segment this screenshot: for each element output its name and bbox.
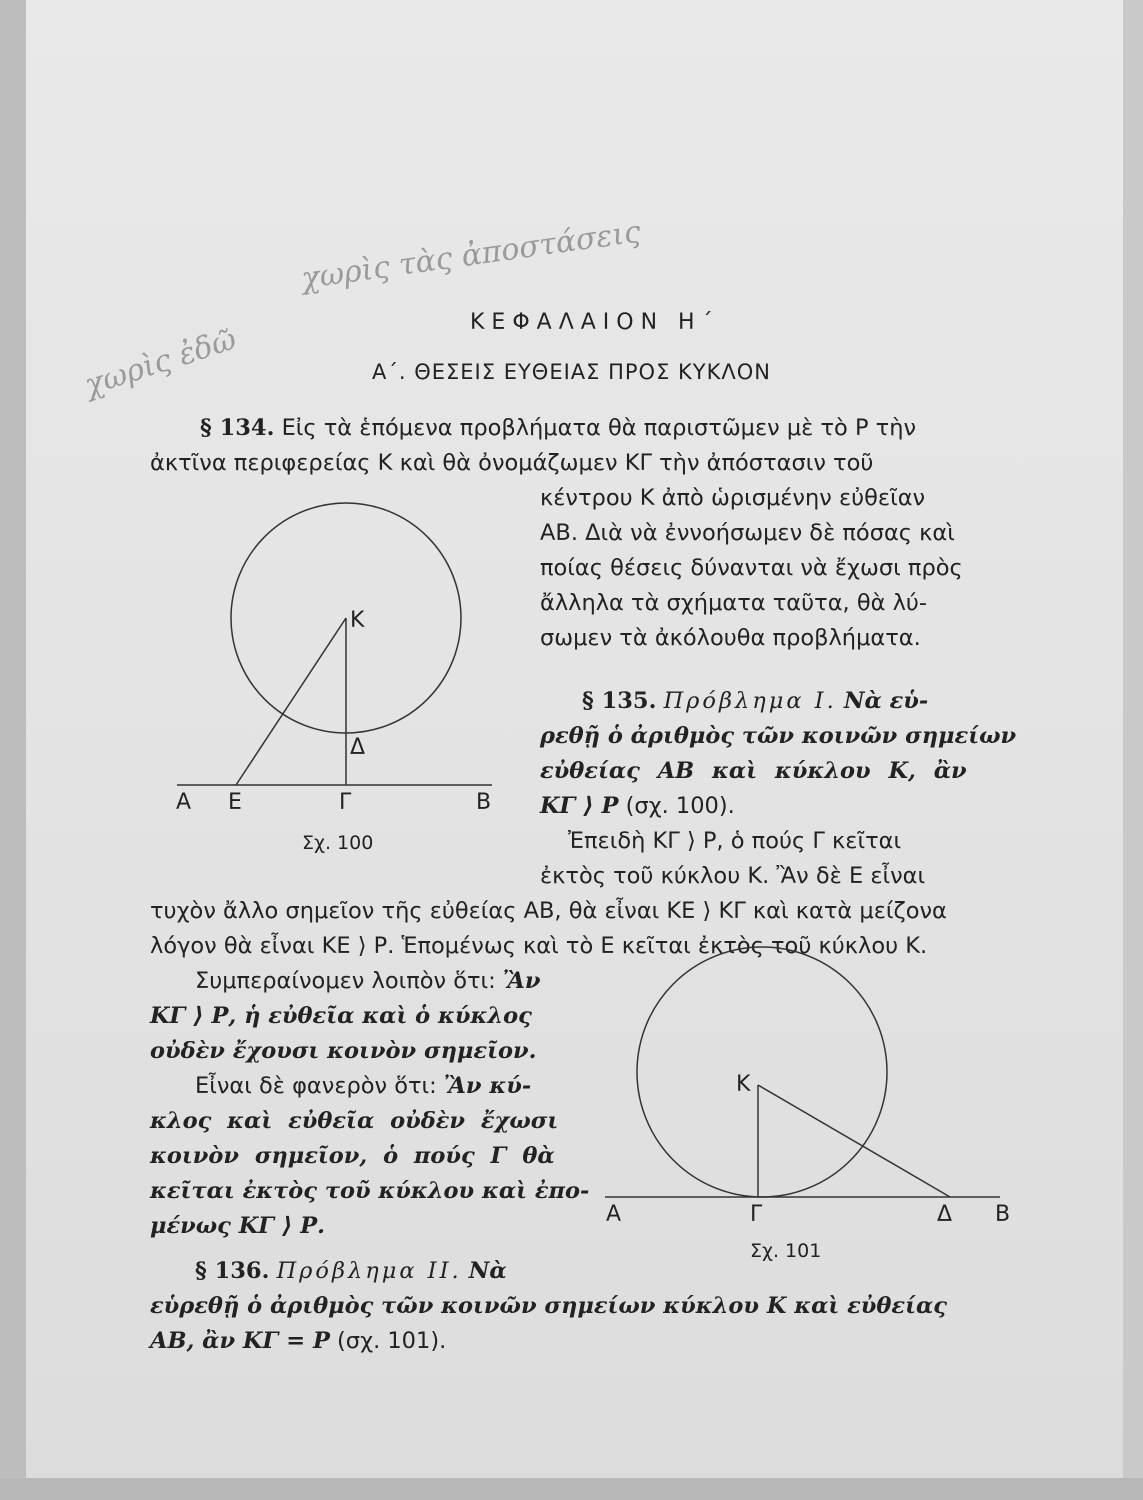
- conclusion-intro: Συμπεραίνομεν λοιπὸν ὅτι:: [195, 968, 496, 994]
- fig101-segment-kd: [758, 1085, 950, 1197]
- p134-line-4: ΑΒ. Διὰ νὰ ἐννοήσωμεν δὲ πόσας καὶ: [540, 520, 955, 546]
- handwritten-note-left: χωρὶς ἐδῶ: [80, 321, 241, 404]
- p136-statement-1: Νὰ: [468, 1258, 507, 1284]
- figure-101: [605, 947, 1000, 1197]
- p135-statement-1: Νὰ εὑ-: [843, 688, 929, 714]
- p134-line-7: σωμεν τὰ ἀκόλουθα προβλήματα.: [540, 625, 921, 651]
- fig101-label-k: Κ: [736, 1072, 751, 1097]
- p136-title: Πρόβλημα II.: [276, 1258, 462, 1284]
- fig101-label-g: Γ: [750, 1202, 763, 1227]
- p135-line-5: Ἐπειδὴ ΚΓ ⟩ Ρ, ὁ πούς Γ κεῖται: [568, 828, 902, 854]
- fig101-label-d: Δ: [937, 1202, 953, 1227]
- handwritten-note-top: χωρὶς τὰς ἀποστάσεις: [299, 214, 643, 297]
- p134-number: § 134.: [200, 415, 275, 441]
- chapter-title: ΚΕΦΑΛΑΙΟΝ Η΄: [470, 310, 720, 335]
- p136-statement-2: εὑρεθῇ ὁ ἀριθμὸς τῶν κοινῶν σημείων κύκλου Κ καὶ εὐθείας: [150, 1293, 947, 1319]
- section-title: Α΄. ΘΕΣΕΙΣ ΕΥΘΕΙΑΣ ΠΡΟΣ ΚΥΚΛΟΝ: [372, 360, 771, 384]
- p135-condition: ΚΓ ⟩ Ρ: [540, 793, 619, 819]
- p134-text-1: Εἰς τὰ ἑπόμενα προβλήματα θὰ παριστῶμεν μὲ τὸ Ρ τὴν: [281, 415, 917, 441]
- conclusion-line-3: οὐδὲν ἔχουσι κοινὸν σημεῖον.: [150, 1038, 537, 1064]
- p135-statement-2: ρεθῇ ὁ ἀριθμὸς τῶν κοινῶν σημείων: [540, 723, 1017, 749]
- fig100-segment-ke: [236, 618, 346, 785]
- fig100-label-b: Β: [476, 790, 492, 815]
- fig100-label-d: Δ: [350, 735, 366, 760]
- conclusion-line-5: κλος καὶ εὐθεῖα οὐδὲν ἔχωσι: [150, 1108, 559, 1134]
- conclusion-quote-start: Ἂν: [502, 968, 541, 994]
- conclusion-quote-2: Ἂν κύ-: [443, 1073, 532, 1099]
- p134-line-5: ποίας θέσεις δύνανται νὰ ἔχωσι πρὸς: [540, 555, 963, 581]
- p135-line-6: ἐκτὸς τοῦ κύκλου Κ. Ἂν δὲ Ε εἶναι: [540, 863, 926, 889]
- figure-100: [177, 503, 492, 785]
- fig101-label-a: Α: [606, 1202, 622, 1227]
- fig100-label-g: Γ: [339, 790, 352, 815]
- fig100-caption: Σχ. 100: [302, 832, 374, 854]
- p135-statement-3: εὐθείας ΑΒ καὶ κύκλου Κ, ἂν: [540, 758, 967, 784]
- p135-line-7: τυχὸν ἄλλο σημεῖον τῆς εὐθείας ΑΒ, θὰ εἶναι ΚΕ ⟩ ΚΓ καὶ κατὰ μείζονα: [150, 898, 947, 924]
- p135-number: § 135.: [582, 688, 657, 714]
- fig100-label-e: Ε: [228, 790, 242, 815]
- p134-line-3: κέντρου Κ ἀπὸ ὡρισμένην εὐθεῖαν: [540, 485, 926, 511]
- p136-figure-ref: (σχ. 101).: [337, 1328, 447, 1354]
- fig100-label-a: Α: [176, 790, 192, 815]
- conclusion-line-2: ΚΓ ⟩ Ρ, ἡ εὐθεῖα καὶ ὁ κύκλος: [150, 1003, 532, 1029]
- fig100-label-k: Κ: [350, 608, 365, 633]
- p134-line-2: ἀκτῖνα περιφερείας Κ καὶ θὰ ὀνομάζωμεν ΚΓ τὴν ἀπόστασιν τοῦ: [150, 450, 874, 476]
- conclusion-obvious: Εἶναι δὲ φανερὸν ὅτι:: [195, 1073, 437, 1099]
- p135-line-8: λόγον θὰ εἶναι ΚΕ ⟩ Ρ. Ἑπομένως καὶ τὸ Ε κεῖται ἐκτὸς τοῦ κύκλου Κ.: [150, 933, 928, 959]
- fig101-label-b: Β: [995, 1202, 1011, 1227]
- conclusion-line-6: κοινὸν σημεῖον, ὁ πούς Γ θὰ: [150, 1143, 555, 1169]
- conclusion-line-8: μένως ΚΓ ⟩ Ρ.: [150, 1213, 325, 1239]
- p134-line-6: ἄλληλα τὰ σχήματα ταῦτα, θὰ λύ-: [540, 590, 928, 616]
- fig101-circle: [637, 947, 887, 1197]
- p136-number: § 136.: [195, 1258, 270, 1284]
- p136-condition: ΑΒ, ἂν ΚΓ = Ρ: [150, 1328, 330, 1354]
- p135-figure-ref: (σχ. 100).: [625, 793, 735, 819]
- conclusion-line-7: κεῖται ἐκτὸς τοῦ κύκλου καὶ ἐπο-: [150, 1178, 590, 1204]
- fig101-caption: Σχ. 101: [750, 1240, 822, 1262]
- p135-title: Πρόβλημα I.: [663, 688, 837, 714]
